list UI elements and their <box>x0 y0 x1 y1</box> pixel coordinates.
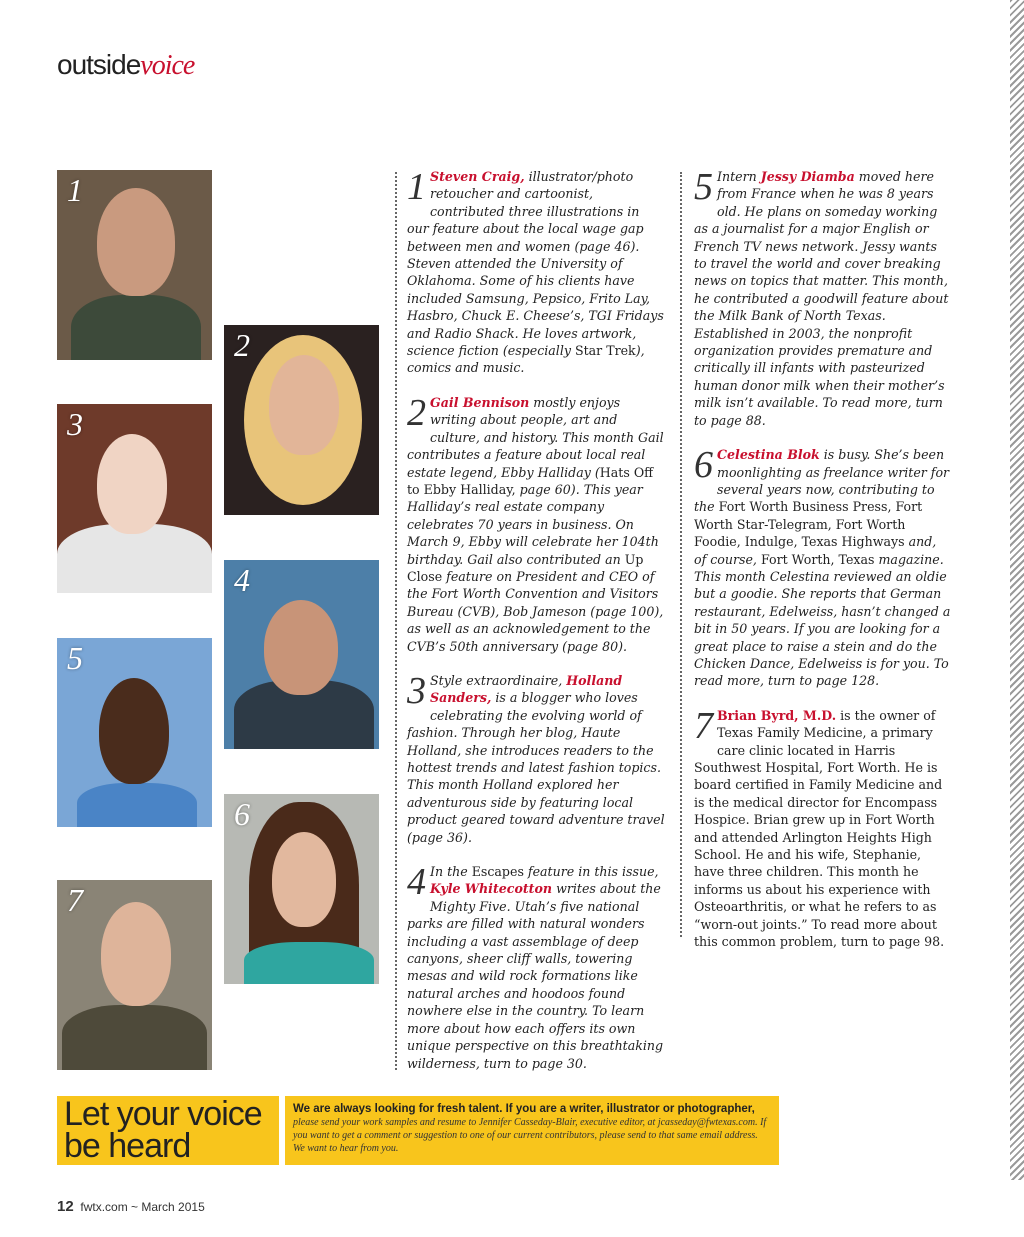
entry-title-ref: Escapes <box>471 864 524 880</box>
contributor-entry-6 <box>694 446 952 690</box>
contributor-photo-2 <box>224 325 379 515</box>
page-footer <box>57 1198 205 1215</box>
entry-text: Style extraordinaire, <box>430 672 567 688</box>
photo-shirt <box>57 524 212 593</box>
promo-headline: Let your voice be heard <box>64 1095 262 1165</box>
entry-number: 1 <box>407 166 426 208</box>
contributor-entry-7 <box>694 704 952 951</box>
contributor-name: Holland Sanders, <box>430 672 623 706</box>
contributor-entry-1 <box>407 168 665 377</box>
contributor-entry-3 <box>407 669 665 846</box>
entry-number: 7 <box>694 704 713 747</box>
contributor-entry-5 <box>694 168 952 429</box>
photo-face <box>97 434 167 534</box>
entry-text: In the <box>430 864 472 880</box>
contributor-name: Gail Bennison <box>430 394 530 410</box>
footer-site: fwtx.com ~ March 2015 <box>80 1200 205 1214</box>
contributor-entry-2 <box>407 391 665 655</box>
photo-shirt <box>62 1005 207 1070</box>
promo-headline-box <box>57 1096 279 1165</box>
photo-face <box>97 188 175 296</box>
entry-text: feature on President and CEO of the Fort Worth Convention and Visitors Bureau (CVB), Bob Jameson (page 100), as well as an acknowledgement to the CVB’s 50th anniversary (page 80). <box>407 568 664 654</box>
photo-face <box>101 902 171 1006</box>
contributor-name: Brian Byrd, M.D. <box>717 707 837 723</box>
photo-shirt <box>71 295 201 360</box>
contributor-name: Kyle Whitecotton <box>430 881 553 897</box>
photo-number: 6 <box>234 796 250 832</box>
entry-title-ref: Hats Off to Ebby Halliday, <box>407 464 654 497</box>
contributor-photo-5 <box>57 638 212 827</box>
text-column-2 <box>694 168 952 967</box>
promo-bold-text: We are always looking for fresh talent. If you are a writer, illustrator or photographer, <box>293 1103 755 1115</box>
contributor-photo-7 <box>57 880 212 1070</box>
entry-number: 3 <box>407 669 426 712</box>
title-word-outside: outside <box>57 49 141 80</box>
entry-text: feature in this issue, <box>523 864 659 880</box>
photo-face <box>99 678 169 784</box>
photo-shirt <box>77 783 197 827</box>
title-word-voice: voice <box>140 50 195 81</box>
entry-title-ref: Fort Worth Business Press, Fort Worth Star-Telegram, Fort Worth Foodie, Indulge, Texas Highways <box>694 499 923 550</box>
photo-number: 1 <box>67 172 83 208</box>
entry-text: illustrator/photo retoucher and cartoonist, contributed three illustrations in our feature about the local wage gap between men and women (page 46). Steven attended the University of Oklahoma. Some of his clients have included Samsung, Pepsico, Frito Lay, Hasbro, Chuck E. Cheese’s, TGI Fridays and Radio Shack. He loves artwork, science fiction (especially <box>407 169 664 359</box>
entry-title-ref: Fort Worth, Texas <box>760 551 875 567</box>
photo-number: 4 <box>234 562 250 598</box>
entry-title-ref: Up Close <box>407 551 644 584</box>
entry-text: is a blogger who loves celebrating the evolving world of fashion. Through her blog, Haute Holland, she introduces readers to the hottest trends and latest fashion topics. This month Holland explored her adventurous side by featuring local product geared toward adventure travel (page 36). <box>407 690 665 845</box>
photo-number: 3 <box>67 406 83 442</box>
contributor-name: Celestina Blok <box>717 447 820 463</box>
entry-title-ref: Star Trek <box>574 343 636 359</box>
photo-face <box>272 832 336 927</box>
contributor-photo-1 <box>57 170 212 360</box>
entry-text: and, of course, <box>694 534 937 567</box>
contributor-name: Jessy Diamba <box>760 169 855 184</box>
column-rule <box>680 172 682 937</box>
entry-text: mostly enjoys writing about people, art and culture, and history. This month Gail contributes a feature about local real estate legend, Ebby Halliday ( <box>407 394 664 480</box>
entry-number: 6 <box>694 444 713 487</box>
entry-text: ), comics and music. <box>407 343 645 376</box>
entry-text: Intern <box>717 169 761 184</box>
entry-number: 4 <box>407 861 426 904</box>
photo-face <box>269 355 339 455</box>
decorative-border <box>1010 0 1024 1180</box>
contributor-photo-6 <box>224 794 379 984</box>
entry-text: is the owner of Texas Family Medicine, a primary care clinic located in Harris Southwest Hospital, Fort Worth. He is board certified in Family Medicine and is the medical director for Encompass Hospice. Brian grew up in Fort Worth and attended Arlington Heights High School. He and his wife, Stephanie, have three children. This month he informs us about his experience with Osteoarthritis, or what he refers to as “worn-out joints.” To read more about this common problem, turn to page 98. <box>694 707 945 950</box>
entry-text: is busy. She’s been moonlighting as freelance writer for several years now, contributing to the <box>694 447 950 515</box>
entry-number: 2 <box>407 391 426 434</box>
entry-text: page 60). This year Halliday’s real estate company celebrates 70 years in business. On March 9, Ebby will celebrate her 104th birthday. Gail also contributed an <box>407 481 659 567</box>
contributor-entry-4 <box>407 863 665 1072</box>
photo-number: 7 <box>67 882 83 918</box>
promo-text <box>293 1103 771 1155</box>
text-column-1 <box>407 168 665 1089</box>
column-rule <box>395 172 397 1070</box>
photo-number: 2 <box>234 327 250 363</box>
photo-face <box>264 600 338 695</box>
photo-shirt <box>244 942 374 984</box>
entry-text: moved here from France when he was 8 years old. He plans on someday working as a journalist for a major English or French TV news network. Jessy wants to travel the world and cover breaking news on topics that matter. This month, he contributed a goodwill feature about the Milk Bank of North Texas. Established in 2003, the nonprofit organization provides premature and critically ill infants with pasteurized human donor milk when their mother’s milk isn’t available. To read more, turn to page 88. <box>694 169 949 428</box>
entry-text: magazine. This month Celestina reviewed an oldie but a goodie. She reports that German restaurant, Edelweiss, hasn’t changed a bit in 50 years. If you are looking for a great place to raise a stein and do the Chicken Dance, Edelweiss is for you. To read more, turn to page 128. <box>694 551 951 689</box>
entry-number: 5 <box>694 166 713 208</box>
contributor-photo-3 <box>57 404 212 593</box>
contributor-name: Steven Craig, <box>430 169 525 184</box>
page-number: 12 <box>57 1198 74 1215</box>
entry-text: writes about the Mighty Five. Utah’s five national parks are filled with natural wonders including a vast assemblage of deep canyons, sheer cliff walls, towering mesas and wild rock formations like natural arches and hoodoos found nowhere else in the country. To learn more about how each offers its own unique perspective on this breathtaking wilderness, turn to page 30. <box>407 881 664 1071</box>
photo-number: 5 <box>67 640 83 676</box>
promo-text-box <box>285 1096 779 1165</box>
section-title <box>57 48 194 82</box>
promo-italic-text: please send your work samples and resume to Jennifer Casseday-Blair, executive editor, at jcasseday@fwtexas.com. If you want to get a comment or suggestion to one of our current contributors, please send to that same email address. We want to hear from you. <box>293 1117 767 1154</box>
contributor-photo-4 <box>224 560 379 749</box>
